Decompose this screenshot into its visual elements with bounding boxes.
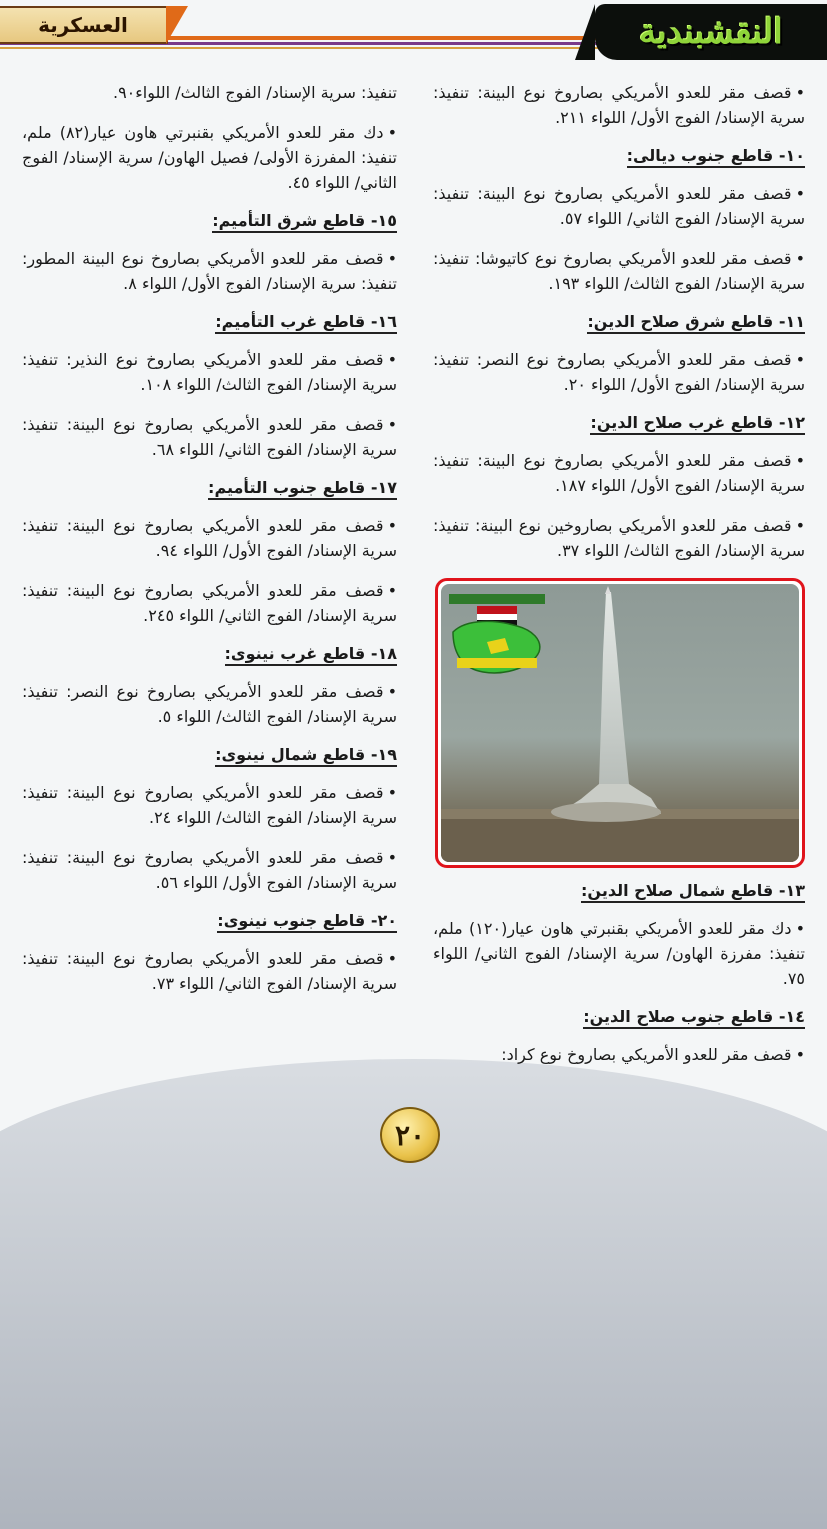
sector-heading-text: ١٦- قاطع غرب التأميم:: [215, 312, 397, 334]
sector-heading: [22, 477, 397, 499]
operation-item: [433, 347, 805, 397]
operation-text: قصف مقر للعدو الأمريكي بصاروخين نوع البينة: تنفيذ: سرية الإسناد/ الفوج الثالث/ اللواء ٣٧.: [433, 516, 805, 560]
operation-item: [433, 513, 805, 563]
bullet-icon: •: [387, 123, 397, 142]
operation-text: دك مقر للعدو الأمريكي بقنبرتي هاون عيار(٨٢) ملم، تنفيذ: المفرزة الأولى/ فصيل الهاون/ سرية الإسناد/ الفوج الثاني/ اللواء ٤٥.: [22, 123, 397, 192]
operation-text: قصف مقر للعدو الأمريكي بصاروخ نوع كاتيوشا: تنفيذ: سرية الإسناد/ الفوج الثالث/ اللواء ١٩٣.: [433, 249, 805, 293]
operation-text: قصف مقر للعدو الأمريكي بصاروخ نوع البينة: تنفيذ: سرية الإسناد/ الفوج الأول/ اللواء ١٨٧.: [433, 451, 805, 495]
operation-item: [22, 578, 397, 628]
operation-text: قصف مقر للعدو الأمريكي بصاروخ نوع البينة: تنفيذ: سرية الإسناد/ الفوج الثاني/ اللواء ٢٤٥.: [22, 581, 397, 625]
sector-heading: [433, 311, 805, 333]
operation-item: [22, 412, 397, 462]
operation-text: قصف مقر للعدو الأمريكي بصاروخ نوع البينة: تنفيذ: سرية الإسناد/ الفوج الأول/ اللواء ٢١١.: [433, 83, 805, 127]
operation-item: [22, 246, 397, 296]
operation-text: قصف مقر للعدو الأمريكي بصاروخ نوع البينة المطور: تنفيذ: سرية الإسناد/ الفوج الأول/ اللواء ٨.: [22, 249, 397, 293]
operation-item: [433, 1042, 805, 1067]
operation-text: تنفيذ: سرية الإسناد/ الفوج الثالث/ اللواء٩٠.: [112, 83, 397, 102]
sector-heading-text: ١٤- قاطع جنوب صلاح الدين:: [583, 1007, 805, 1029]
bullet-icon: •: [387, 682, 397, 701]
operation-text: قصف مقر للعدو الأمريكي بصاروخ نوع النصر: تنفيذ: سرية الإسناد/ الفوج الثالث/ اللواء ٥.: [22, 682, 397, 726]
sector-heading: [22, 643, 397, 665]
operation-item: [22, 780, 397, 830]
operation-item: [433, 80, 805, 130]
rocket-launch-photo: [435, 578, 805, 868]
sector-heading-text: ١٨- قاطع غرب نينوى:: [225, 644, 398, 666]
operation-text: قصف مقر للعدو الأمريكي بصاروخ نوع البينة: تنفيذ: سرية الإسناد/ الفوج الثاني/ اللواء ٥٧.: [433, 184, 805, 228]
sector-heading-text: ١٧- قاطع جنوب التأميم:: [208, 478, 397, 500]
operation-text: قصف مقر للعدو الأمريكي بصاروخ نوع النصر: تنفيذ: سرية الإسناد/ الفوج الأول/ اللواء ٢٠.: [433, 350, 805, 394]
bullet-icon: •: [795, 1045, 805, 1064]
operation-item: [433, 916, 805, 991]
operation-item: [22, 946, 397, 996]
operation-text: قصف مقر للعدو الأمريكي بصاروخ نوع النذير: تنفيذ: سرية الإسناد/ الفوج الثالث/ اللواء ١٠٨.: [22, 350, 397, 394]
sector-heading: [433, 880, 805, 902]
operation-text: قصف مقر للعدو الأمريكي بصاروخ نوع كراد:: [501, 1045, 792, 1064]
bullet-icon: •: [387, 783, 397, 802]
operation-item: [22, 513, 397, 563]
sector-heading: [22, 311, 397, 333]
sector-heading-text: ١٥- قاطع شرق التأميم:: [212, 211, 397, 233]
sector-heading: [433, 412, 805, 434]
bullet-icon: •: [387, 249, 397, 268]
sector-heading-text: ١١- قاطع شرق صلاح الدين:: [587, 312, 805, 334]
operation-item: [433, 448, 805, 498]
logo-text: النقشبندية: [639, 12, 783, 52]
operation-text: قصف مقر للعدو الأمريكي بصاروخ نوع البينة: تنفيذ: سرية الإسناد/ الفوج الثاني/ اللواء ٧٣.: [22, 949, 397, 993]
magazine-logo: [595, 4, 827, 60]
sector-heading: [22, 744, 397, 766]
operation-item: [433, 181, 805, 231]
section-label: العسكرية: [0, 6, 168, 44]
sector-heading: [22, 910, 397, 932]
operation-text: قصف مقر للعدو الأمريكي بصاروخ نوع البينة: تنفيذ: سرية الإسناد/ الفوج الثاني/ اللواء ٦٨.: [22, 415, 397, 459]
operation-item: [22, 120, 397, 195]
sector-heading-text: ١٩- قاطع شمال نينوى:: [215, 745, 397, 767]
bullet-icon: •: [795, 919, 805, 938]
operation-item: [22, 679, 397, 729]
operation-item: [22, 845, 397, 895]
operation-item: [22, 347, 397, 397]
operation-text: قصف مقر للعدو الأمريكي بصاروخ نوع البينة: تنفيذ: سرية الإسناد/ الفوج الأول/ اللواء ٩٤.: [22, 516, 397, 560]
bullet-icon: •: [387, 516, 397, 535]
sector-heading-text: ١٢- قاطع غرب صلاح الدين:: [590, 413, 805, 435]
bullet-icon: •: [795, 83, 805, 102]
left-column: [22, 80, 397, 1011]
operation-text: قصف مقر للعدو الأمريكي بصاروخ نوع البينة: تنفيذ: سرية الإسناد/ الفوج الأول/ اللواء ٥٦.: [22, 848, 397, 892]
bullet-icon: •: [795, 249, 805, 268]
bullet-icon: •: [387, 581, 397, 600]
page-header: [0, 0, 827, 70]
bullet-icon: •: [387, 949, 397, 968]
right-column: [433, 80, 805, 1082]
sector-heading-text: ١٣- قاطع شمال صلاح الدين:: [581, 881, 805, 903]
bullet-icon: •: [795, 184, 805, 203]
photo-image: [441, 584, 799, 862]
operation-item: [433, 246, 805, 296]
sector-heading: [22, 210, 397, 232]
bullet-icon: •: [795, 350, 805, 369]
bullet-icon: •: [387, 848, 397, 867]
sector-heading: [433, 1006, 805, 1028]
bullet-icon: •: [387, 415, 397, 434]
sector-heading-text: ٢٠- قاطع جنوب نينوى:: [217, 911, 397, 933]
operation-text: دك مقر للعدو الأمريكي بقنبرتي هاون عيار(١٢٠) ملم، تنفيذ: مفرزة الهاون/ سرية الإسناد/ الفوج الثاني/ اللواء ٧٥.: [433, 919, 805, 988]
bullet-icon: •: [795, 451, 805, 470]
bullet-icon: •: [387, 350, 397, 369]
continued-text: [22, 80, 397, 105]
sector-heading-text: ١٠- قاطع جنوب ديالى:: [627, 146, 805, 168]
sector-heading: [433, 145, 805, 167]
emblem-icon: [447, 592, 547, 680]
bullet-icon: •: [795, 516, 805, 535]
operation-text: قصف مقر للعدو الأمريكي بصاروخ نوع البينة: تنفيذ: سرية الإسناد/ الفوج الثالث/ اللواء ٢٤.: [22, 783, 397, 827]
page-number: ٢٠: [380, 1107, 440, 1163]
